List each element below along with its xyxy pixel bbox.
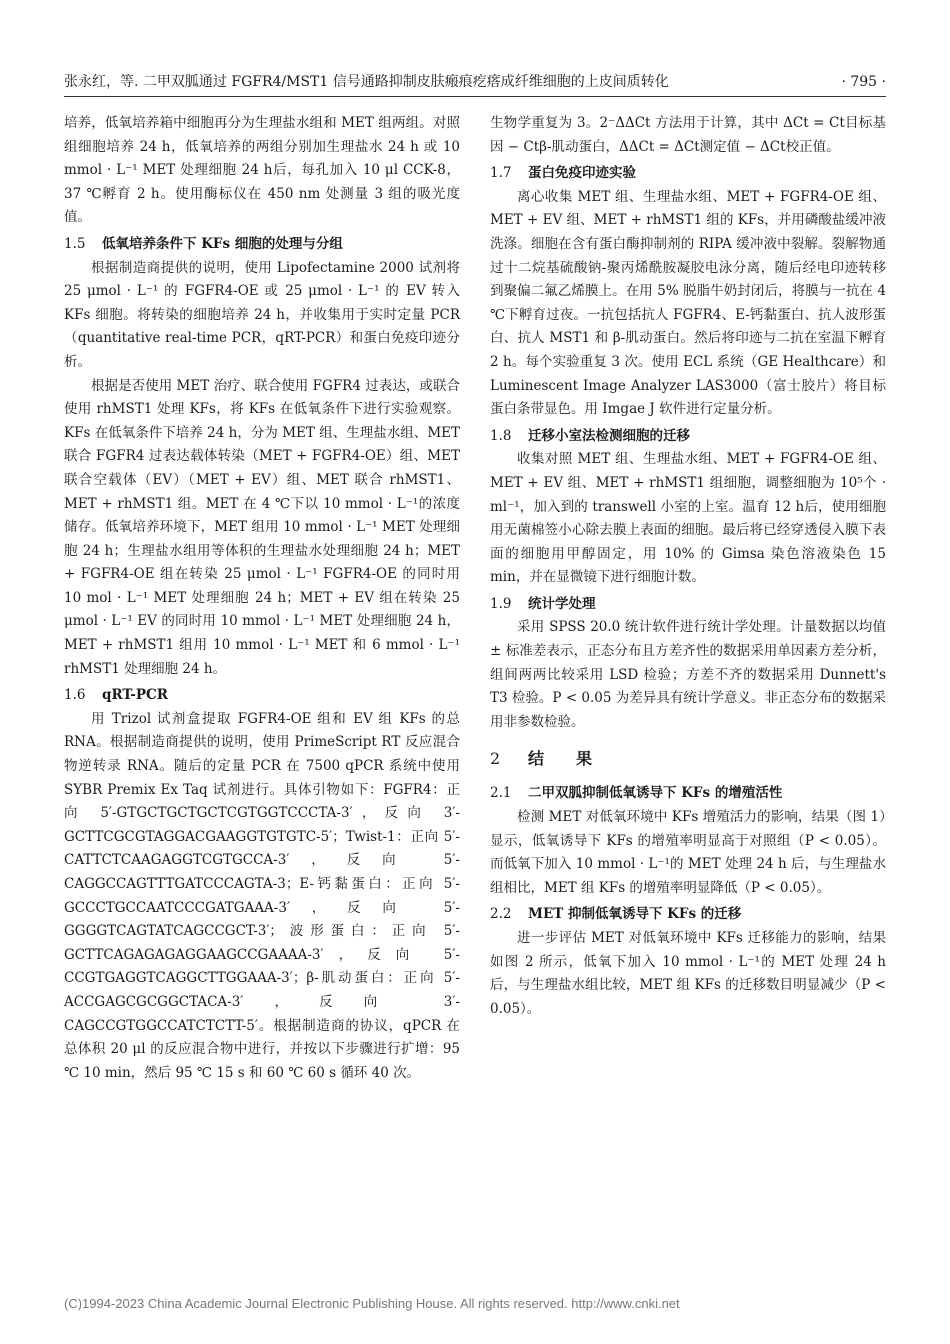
- body-paragraph: 根据是否使用 MET 治疗、联合使用 FGFR4 过表达，或联合使用 rhMST1 处理 KFs，将 KFs 在低氧条件下进行实验观察。KFs 在低氧条件下培养 24 h，分为 MET 组、生理盐水组、MET 联合 FGFR4 过表达载体转染（MET + FGFR4-OE）组、MET 联合空载体（EV）（MET + EV）组、MET 联合 rhMST1、MET + rhMST1 组。MET 在 4 ℃下以 10 mmol · L⁻¹的浓度储存。低氧培养环境下，MET 组用 10 mmol · L⁻¹ MET 处理细胞 24 h；生理盐水组用等体积的生理盐水处理细胞 24 h；MET + FGFR4-OE 组在转染 25 μmol · L⁻¹ FGFR4-OE 的同时用 10 mol · L⁻¹ MET 处理细胞 24 h；MET + EV 组在转染 25 μmol · L⁻¹ EV 的同时用 10 mmol · L⁻¹ MET 处理细胞 24 h，MET + rhMST1 组用 10 mmol · L⁻¹ MET 和 6 mmol · L⁻¹ rhMST1 处理细胞 24 h。: [64, 377, 460, 677]
- heading-number: 2.1: [490, 785, 512, 802]
- copyright-footer: (C)1994-2023 China Academic Journal Electronic Publishing House. All rights reserved. http://www.cnki.net: [64, 1296, 680, 1311]
- body-paragraph: 培养，低氧培养箱中细胞再分为生理盐水组和 MET 组两组。对照组细胞培养 24 h，低氧培养的两组分别加生理盐水 24 h 或 10 mmol · L⁻¹ MET 处理细胞 24 h后，每孔加入 10 μl CCK-8，37 ℃孵育 2 h。使用酶标仪在 450 nm 处测量 3 组的吸光度值。: [64, 115, 460, 226]
- heading-number: 1.7: [490, 165, 512, 182]
- heading-text: 低氧培养条件下 KFs 细胞的处理与分组: [102, 235, 343, 252]
- subsection-heading: [490, 782, 886, 806]
- heading-text: qRT-PCR: [102, 687, 168, 704]
- heading-number: 1.5: [64, 235, 86, 252]
- subsection-heading: [64, 684, 460, 708]
- heading-text: 结 果: [528, 749, 593, 769]
- heading-number: 1.8: [490, 427, 512, 444]
- body-paragraph: 用 Trizol 试剂盒提取 FGFR4-OE 组和 EV 组 KFs 的总 RNA。根据制造商提供的说明，使用 PrimeScript RT 反应混合物逆转录 RNA。随后的定量 PCR 在 7500 qPCR 系统中使用 SYBR Premix Ex Taq 试剂进行。具体引物如下：FGFR4：正向 5′-GTGCTGCTGCTCGTGGTCCCTA-3′，反向 3′-GCTTCGCGTAGGACGAAGGTGTGTC-5′；Twist-1：正向 5′-CATTCTCAAGAGGTCGTGCCA-3′，反向 5′-CAGGCCAGTTTGATCCCAGTA-3；E-钙黏蛋白：正向 5′-GCCCTGCCAATCCCGATGAAA-3′，反向 5′-GGGGTCAGTATCAGCCGCT-3′；波形蛋白：正向 5′-GCTTCAGAGAGAGGAAGCCGAAAA-3′，反向 5′-CCGTGAGGTCAGGCTTGGAAA-3′；β-肌动蛋白：正向 5′-ACCGAGCGCGGCTACA-3′，反向 3′-CAGCCGTGGCCATCTCTT-5′。根据制造商的协议，qPCR 在总体积 20 μl 的反应混合物中进行，并按以下步骤进行扩增：95 ℃ 10 min，然后 95 ℃ 15 s 和 60 ℃ 60 s 循环 40 次。: [64, 710, 460, 1081]
- body-paragraph: 离心收集 MET 组、生理盐水组、MET + FGFR4-OE 组、MET + EV 组、MET + rhMST1 组的 KFs，并用磷酸盐缓冲液洗涤。细胞在含有蛋白酶抑制剂的 RIPA 缓冲液中裂解。裂解物通过十二烷基硫酸钠-聚丙烯酰胺凝胶电泳分离，随后经电印迹转移到聚偏二氟乙烯膜上。在用 5% 脱脂牛奶封闭后，将膜与一抗在 4 ℃下孵育过夜。一抗包括抗人 FGFR4、E-钙黏蛋白、抗人波形蛋白、抗人 MST1 和 β-肌动蛋白。然后将印迹与二抗在室温下孵育 2 h。每个实验重复 3 次。使用 ECL 系统（GE Healthcare）和 Luminescent Image Analyzer LAS3000（富士胶片）将目标蛋白条带显色。用 Imgae J 软件进行定量分析。: [490, 188, 886, 418]
- subsection-heading: [490, 903, 886, 927]
- heading-number: 2: [490, 749, 501, 769]
- left-column: [64, 112, 460, 1085]
- right-column: [490, 112, 886, 1021]
- body-paragraph: 采用 SPSS 20.0 统计软件进行统计学处理。计量数据以均值 ± 标准差表示，正态分布且方差齐性的数据采用单因素方差分析，组间两两比较采用 LSD 检验；方差不齐的数据采用 Dunnett's T3 检验。P < 0.05 为差异具有统计学意义。非正态分布的数据采用非参数检验。: [490, 619, 886, 730]
- subsection-heading: [490, 162, 886, 186]
- heading-number: 1.6: [64, 687, 86, 704]
- body-paragraph: 生物学重复为 3。2⁻ΔΔCt 方法用于计算，其中 ΔCt = Ct目标基因 − Ctβ-肌动蛋白，ΔΔCt = ΔCt测定值 − ΔCt校正值。: [490, 115, 886, 155]
- body-paragraph: 检测 MET 对低氧环境中 KFs 增殖活力的影响，结果（图 1）显示，低氧诱导下 KFs 的增殖率明显高于对照组（P < 0.05）。而低氧下加入 10 mmol · L⁻¹的 MET 处理 24 h 后，与生理盐水组相比，MET 组 KFs 的增殖率明显降低（P < 0.05）。: [490, 809, 886, 896]
- running-header: [64, 70, 886, 97]
- page-number: · 795 ·: [841, 74, 886, 90]
- heading-text: 二甲双胍抑制低氧诱导下 KFs 的增殖活性: [528, 785, 783, 802]
- body-paragraph: 进一步评估 MET 对低氧环境中 KFs 迁移能力的影响，结果如图 2 所示，低氧下加入 10 mmol · L⁻¹的 MET 处理 24 h 后，与生理盐水组比较，MET 组 KFs 的迁移数目明显减少（P < 0.05）。: [490, 930, 886, 1017]
- subsection-heading: [490, 593, 886, 617]
- header-title: 张永红，等. 二甲双胍通过 FGFR4/MST1 信号通路抑制皮肤瘢痕疙瘩成纤维细胞的上皮间质转化: [64, 74, 669, 90]
- body-paragraph: 收集对照 MET 组、生理盐水组、MET + FGFR4-OE 组、MET + EV 组、MET + rhMST1 组细胞，调整细胞为 10⁵个 · ml⁻¹，加入到的 transwell 小室的上室。温育 12 h后，使用细胞用无菌棉签小心除去膜上表面的细胞。最后将已经穿透侵入膜下表面的细胞用甲醇固定，用 10% 的 Gimsa 染色溶液染色 15 min，并在显微镜下进行细胞计数。: [490, 451, 886, 586]
- body-paragraph: 根据制造商提供的说明，使用 Lipofectamine 2000 试剂将 25 μmol · L⁻¹ 的 FGFR4-OE 或 25 μmol · L⁻¹ 的 EV 转入 KFs 细胞。将转染的细胞培养 24 h，并收集用于实时定量 PCR（quantitative real-time PCR，qRT-PCR）和蛋白免疫印迹分析。: [64, 259, 460, 370]
- section-heading: [490, 746, 886, 772]
- subsection-heading: [64, 233, 460, 257]
- heading-text: MET 抑制低氧诱导下 KFs 的迁移: [528, 906, 742, 923]
- heading-text: 蛋白免疫印迹实验: [528, 165, 636, 182]
- heading-text: 迁移小室法检测细胞的迁移: [528, 427, 690, 444]
- heading-number: 2.2: [490, 906, 512, 923]
- heading-number: 1.9: [490, 595, 512, 612]
- subsection-heading: [490, 425, 886, 449]
- heading-text: 统计学处理: [528, 595, 596, 612]
